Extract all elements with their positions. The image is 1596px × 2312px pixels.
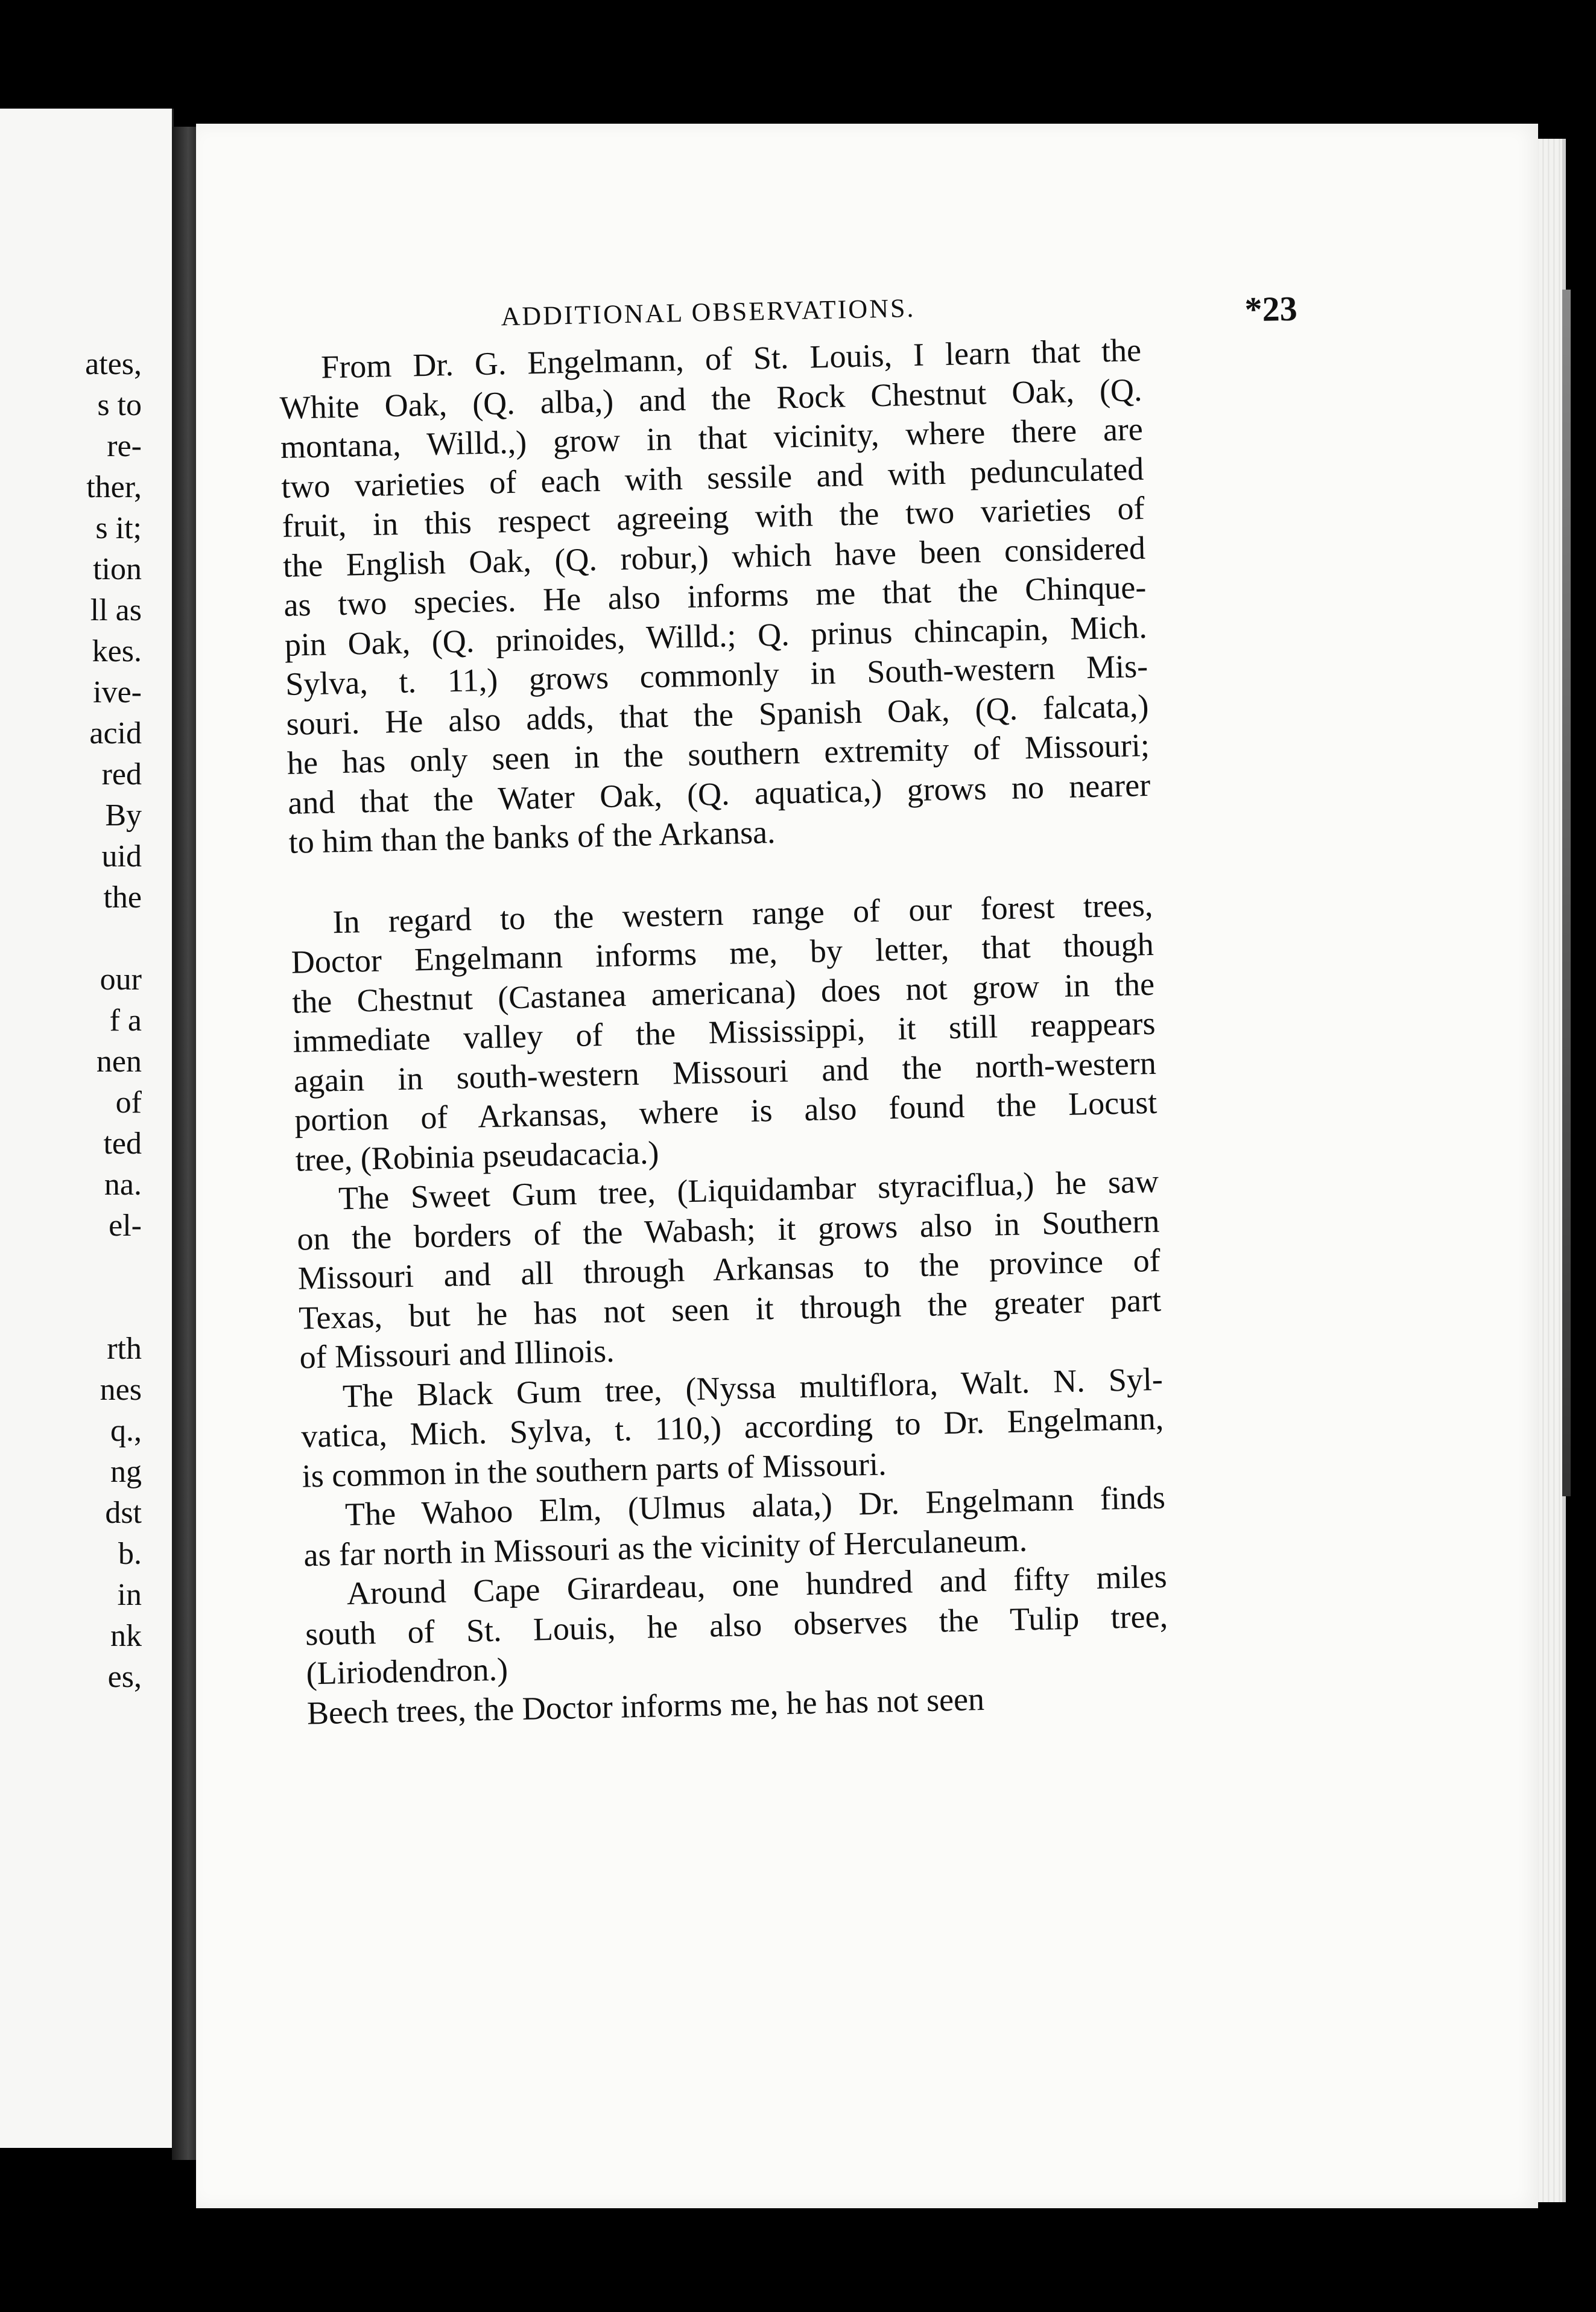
left-fragment [85,1288,142,1329]
text-line: Sylva, t. 11,) grows commonly in South-western Mis- [285,647,1148,702]
left-fragment: ng [110,1455,142,1489]
left-fragment: el- [109,1208,142,1243]
left-fragment: acid [89,716,142,751]
page-text [277,284,1298,1733]
left-fragment: dst [105,1496,142,1530]
left-fragment: tion [93,552,142,586]
paragraph-2 [290,885,1158,1180]
left-fragment [85,918,142,959]
text-line: In regard to the western range of our forest trees, [332,886,1153,940]
text-line: portion of Arkansas, where is also found the Locust [294,1084,1157,1139]
left-fragment: b. [118,1537,142,1571]
paragraph-4 [300,1359,1165,1496]
text-line: souri. He also adds, that the Spanish Oak, (Q. falcata,) [286,687,1149,742]
left-fragment: our [100,962,142,997]
left-fragment: By [105,798,142,833]
text-line: he has only seen in the southern extremity of Missouri; [287,726,1150,781]
left-fragment: es, [107,1660,142,1694]
page-edge-shadow [1562,290,1571,1496]
left-fragment: f a [109,1003,142,1038]
text-line: The Black Gum tree, (Nyssa multiflora, Walt. N. Syl- [342,1361,1164,1414]
text-line: of Missouri and Illinois. [299,1332,615,1376]
text-line: tree, (Robinia pseudacacia.) [295,1134,659,1178]
text-line: as far north in Missouri as the vicinity of Herculaneum. [303,1521,1028,1574]
text-line: immediate valley of the Mississippi, it still reappears [293,1005,1156,1059]
text-line: vatica, Mich. Sylva, t. 110,) according to Dr. Engelmann, [300,1400,1164,1455]
left-fragment: nes [100,1373,142,1407]
text-line: to him than the banks of the Arkansa. [288,813,776,860]
left-fragment: ive- [93,675,142,710]
left-fragment [85,1247,142,1288]
text-line: fruit, in this respect agreeing with the two varieties of [282,489,1145,544]
text-line: pin Oak, (Q. prinoides, Willd.; Q. prinus chincapin, Mich. [284,608,1148,663]
left-fragment: the [103,880,142,915]
text-line: Beech trees, the Doctor informs me, he has not seen [306,1680,985,1731]
book-gutter [172,127,199,2160]
left-fragment: of [115,1085,142,1120]
left-fragment: in [117,1578,142,1612]
text-line: The Sweet Gum tree, (Liquidambar styraciflua,) he saw [338,1163,1159,1217]
left-fragment: ther, [86,470,142,504]
text-line: White Oak, (Q. alba,) and the Rock Chestnut Oak, (Q. [279,371,1142,426]
left-page [0,109,174,2148]
page-number: *23 [1244,288,1298,329]
left-fragment: ates, [85,347,142,381]
left-fragment: s to [97,388,142,422]
left-fragment: na. [104,1167,142,1202]
text-line: From Dr. G. Engelmann, of St. Louis, I learn that the [320,332,1142,386]
left-fragment: kes. [92,634,142,669]
text-line: south of St. Louis, he also observes the Tulip tree, [305,1598,1168,1653]
paragraph-1 [279,331,1152,862]
paragraph-6 [304,1557,1169,1694]
left-fragment: re- [107,429,142,463]
left-fragment: nk [110,1619,142,1653]
text-line: again in south-western Missouri and the north-western [293,1044,1157,1099]
text-line: Around Cape Girardeau, one hundred and fifty miles [346,1558,1168,1612]
left-fragment: s it; [95,511,142,545]
left-fragment: ll as [90,593,142,627]
left-fragment: nen [96,1044,142,1079]
left-fragment: rth [107,1332,142,1366]
text-line: Doctor Engelmann informs me, by letter, that though [291,926,1154,980]
paragraph-3 [296,1162,1162,1377]
text-line: and that the Water Oak, (Q. aquatica,) grows no nearer [287,766,1151,821]
text-line: (Liriodendron.) [305,1651,508,1692]
left-fragment: uid [101,839,142,874]
text-line: The Wahoo Elm, (Ulmus alata,) Dr. Engelmann finds [344,1479,1166,1533]
text-line: Texas, but he has not seen it through the greater part [298,1281,1162,1336]
text-line: on the borders of the Wabash; it grows also in Southern [296,1202,1160,1257]
left-fragment: ted [103,1126,142,1161]
left-fragment: q., [110,1414,142,1448]
text-line: the English Oak, (Q. robur,) which have been considered [282,529,1146,584]
text-line: two varieties of each with sessile and with pedunculated [280,450,1144,505]
text-line: Missouri and all through Arkansas to the province of [297,1242,1161,1297]
text-line: montana, Willd.,) grow in that vicinity, where there are [280,411,1144,465]
text-line: as two species. He also informs me that the Chinque- [283,568,1147,623]
left-fragment: red [101,757,142,792]
text-line: is common in the southern parts of Missouri. [302,1445,887,1494]
running-head: ADDITIONAL OBSERVATIONS. [501,293,916,332]
text-line: the Chestnut (Castanea americana) does not grow in the [291,965,1155,1020]
left-page-text-fragments [85,344,142,1698]
